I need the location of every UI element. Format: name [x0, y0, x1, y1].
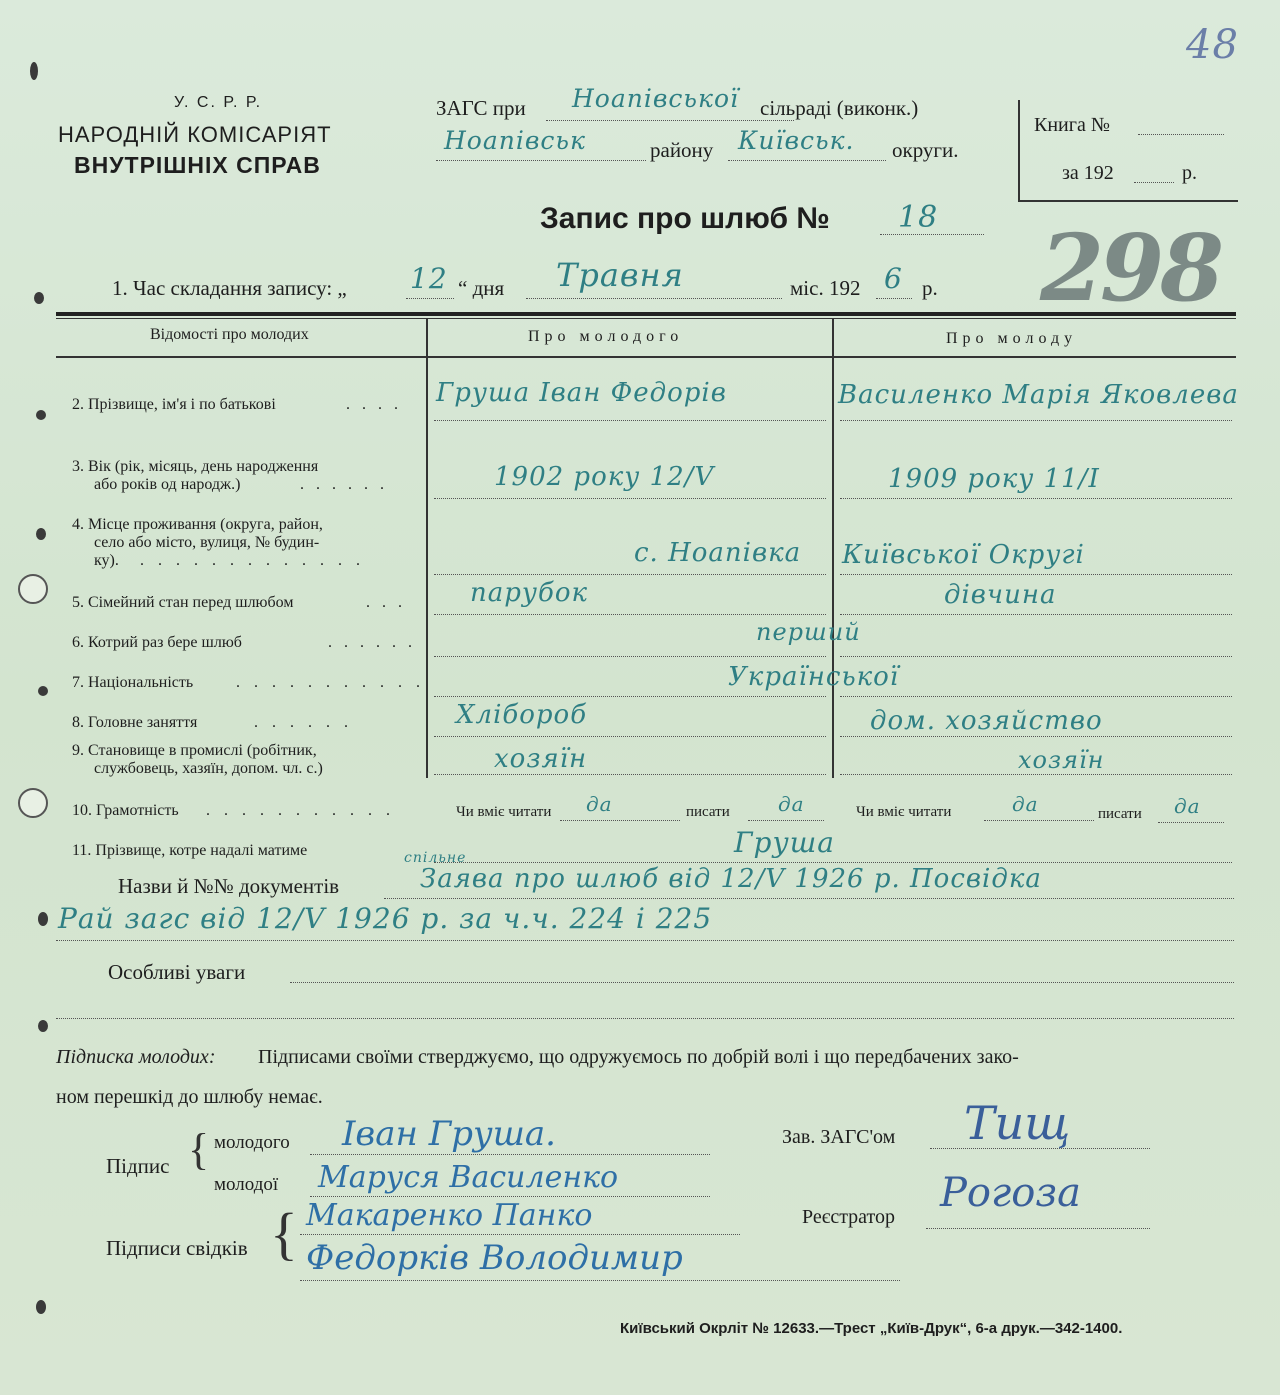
book-label: Книга № [1034, 114, 1110, 136]
fill-line [728, 160, 886, 161]
bride-occupation-handwritten: дом. хозяйство [870, 706, 1103, 736]
documents-label: Назви й №№ документів [118, 874, 340, 898]
bride-read-label: Чи вміє читати [856, 804, 952, 820]
binding-hole [30, 62, 38, 80]
row-label-position-2: службовець, хазяїн, допом. чл. с.) [94, 760, 323, 777]
fill-line [434, 696, 826, 697]
zags-village-handwritten: Ноапівської [572, 84, 739, 113]
bride-write-handwritten: да [1174, 794, 1201, 818]
groom-read-label: Чи вміє читати [456, 804, 552, 820]
table-top-rule-thin [56, 318, 1236, 319]
bride-signature-label: молодої [214, 1174, 279, 1195]
col-info-header: Відомості про молодих [150, 326, 309, 343]
marriage-count-handwritten: перший [756, 618, 861, 646]
table-column-divider [832, 318, 834, 778]
row-label-occupation: 8. Головне заняття [72, 714, 198, 731]
future-surname-handwritten: Груша [734, 826, 835, 859]
witness-brace: { [270, 1201, 298, 1266]
fill-line [840, 420, 1232, 421]
bride-position-handwritten: хозяїн [1018, 746, 1105, 774]
row-label-marriage-count: 6. Котрий раз бере шлюб [72, 634, 242, 651]
fill-line [434, 614, 826, 615]
fill-line [840, 614, 1232, 615]
book-year-suffix: р. [1182, 162, 1197, 184]
fill-line [436, 160, 646, 161]
record-number-handwritten: 18 [898, 200, 939, 235]
row-label-future-surname: 11. Прізвище, котре надалі матиме [72, 842, 308, 859]
groom-occupation-handwritten: Хлібороб [456, 700, 588, 730]
row-label-age-1: 3. Вік (рік, місяць, день народження [72, 458, 319, 475]
leader-dots: . . . . . . [254, 714, 353, 731]
registrar-signature: Рогоза [940, 1170, 1081, 1216]
fill-line [840, 574, 1232, 575]
fill-line [434, 498, 826, 499]
fill-line [1158, 822, 1224, 823]
corner-pencil-number: 48 [1186, 22, 1239, 68]
bride-residence-handwritten: Київської Округі [842, 540, 1085, 570]
leader-dots: . . . . . . . . . . . [206, 802, 395, 819]
witness-2-signature: Федорків Володимир [306, 1238, 683, 1278]
signature-brace: { [188, 1125, 210, 1174]
book-year-label: за 192 [1062, 162, 1114, 184]
declaration-text-1: Підписами своїми стверджуємо, що одружуємось по добрій волі і що передбачених зако- [258, 1046, 1019, 1068]
punch-hole [18, 574, 48, 604]
table-top-rule [56, 312, 1236, 316]
groom-name-handwritten: Груша Іван Федорів [436, 378, 727, 408]
punch-hole [18, 788, 48, 818]
fill-line [290, 982, 1234, 983]
book-box-left-border [1018, 100, 1020, 200]
stamp-number: 298 [1040, 214, 1221, 322]
groom-position-handwritten: хозяїн [494, 744, 588, 774]
binding-hole [34, 292, 44, 304]
witness-signature-label: Підписи свідків [106, 1236, 248, 1260]
fill-line [840, 736, 1232, 737]
groom-family-status-handwritten: парубок [470, 578, 589, 608]
record-title: Запис про шлюб № [540, 202, 830, 235]
printer-imprint: Київський Окрліт № 12633.—Трест „Київ-Друк“, 6-а друк.—342-1400. [620, 1320, 1123, 1337]
table-header-rule [56, 356, 1236, 358]
ministry-label: ВНУТРІШНІХ СПРАВ [74, 152, 321, 178]
fill-line [876, 298, 912, 299]
head-zags-signature: Тищ [964, 1096, 1071, 1150]
fill-line [384, 898, 1234, 899]
declaration-prefix: Підписка молодих: [56, 1046, 216, 1068]
fill-line [310, 1154, 710, 1155]
record-time-label: 1. Час складання запису: „ [112, 276, 347, 300]
bride-birth-handwritten: 1909 року 11/I [888, 464, 1100, 494]
signature-label: Підпис [106, 1154, 170, 1178]
fill-line [984, 820, 1094, 821]
row-label-literacy: 10. Грамотність [72, 802, 179, 819]
fill-line [434, 656, 826, 657]
fill-line [310, 1196, 710, 1197]
row-label-age-2: або років од народж.) [94, 476, 241, 493]
record-year-handwritten: 6 [884, 262, 903, 295]
bride-family-status-handwritten: дівчина [944, 580, 1057, 610]
row-label-name: 2. Прізвище, ім'я і по батькові [72, 396, 276, 413]
fill-line [434, 736, 826, 737]
binding-hole [36, 410, 46, 420]
fill-line [840, 774, 1232, 775]
fill-line [434, 574, 826, 575]
col-bride-header: Про молоду [946, 330, 1078, 347]
special-notes-label: Особливі уваги [108, 960, 246, 984]
ussr-label: У. С. Р. Р. [174, 94, 263, 111]
binding-hole [38, 912, 48, 926]
fill-line [300, 1280, 900, 1281]
fill-line [300, 1234, 740, 1235]
binding-hole [36, 1300, 46, 1314]
fill-line [560, 820, 680, 821]
table-column-divider [426, 318, 428, 778]
fill-line [434, 862, 1232, 863]
fill-line [546, 120, 794, 121]
bride-write-label: писати [1098, 806, 1142, 822]
documents-line1-handwritten: Заява про шлюб від 12/V 1926 р. Посвідка [420, 864, 1042, 894]
row-label-residence-3: ку). [94, 552, 119, 569]
bride-signature: Маруся Василенко [318, 1160, 619, 1195]
groom-birth-handwritten: 1902 року 12/V [494, 462, 715, 492]
groom-write-label: писати [686, 804, 730, 820]
fill-line [1134, 182, 1174, 183]
record-month-handwritten: Травня [556, 256, 684, 294]
leader-dots: . . . . . . . . . . . [236, 674, 425, 691]
binding-hole [36, 528, 46, 540]
bride-read-handwritten: да [1012, 792, 1039, 816]
zags-suffix: сільраді (виконк.) [760, 96, 919, 120]
zags-prefix: ЗАГС при [436, 96, 526, 120]
surname-note-handwritten: спільне [404, 850, 467, 866]
col-groom-header: Про молодого [528, 328, 684, 345]
nationality-handwritten: Української [728, 662, 900, 692]
record-day-handwritten: 12 [410, 262, 448, 295]
row-label-residence-1: 4. Місце проживання (округа, район, [72, 516, 323, 533]
registrar-label: Реєстратор [802, 1206, 896, 1228]
head-zags-label: Зав. ЗАГС'ом [782, 1126, 896, 1148]
record-year-suffix: р. [922, 276, 938, 300]
record-day-suffix: “ дня [458, 276, 505, 300]
fill-line [926, 1228, 1150, 1229]
fill-line [1138, 134, 1224, 135]
fill-line [434, 774, 826, 775]
row-label-position-1: 9. Становище в промислі (робітник, [72, 742, 317, 759]
groom-signature-label: молодого [214, 1132, 290, 1153]
okrug-suffix: округи. [892, 138, 959, 162]
record-month-suffix: міс. 192 [790, 276, 861, 300]
groom-write-handwritten: да [778, 792, 805, 816]
book-box-bottom-border [1018, 200, 1238, 202]
groom-read-handwritten: да [586, 792, 613, 816]
groom-signature: Іван Груша. [342, 1114, 556, 1154]
fill-line [840, 656, 1232, 657]
fill-line [434, 420, 826, 421]
fill-line [840, 696, 1232, 697]
row-label-family-status: 5. Сімейний стан перед шлюбом [72, 594, 294, 611]
binding-hole [38, 686, 48, 696]
binding-hole [38, 1020, 48, 1032]
fill-line [56, 940, 1234, 941]
district-suffix: району [650, 138, 714, 162]
leader-dots: . . . . . . [328, 634, 416, 651]
fill-line [840, 498, 1232, 499]
fill-line [748, 820, 824, 821]
row-label-residence-2: село або місто, вулиця, № будин- [94, 534, 320, 551]
leader-dots: . . . [366, 594, 406, 611]
fill-line [526, 298, 782, 299]
commissariat-label: НАРОДНІЙ КОМІСАРІЯТ [58, 122, 332, 147]
okrug-handwritten: Київськ. [738, 126, 855, 155]
leader-dots: . . . . [346, 396, 402, 413]
leader-dots: . . . . . . . . . . . . . [140, 552, 365, 569]
groom-residence-handwritten: с. Ноапівка [634, 538, 802, 568]
fill-line [406, 298, 454, 299]
declaration-text-2: ном перешкід до шлюбу немає. [56, 1086, 323, 1108]
row-label-nationality: 7. Національність [72, 674, 194, 691]
district-handwritten: Ноапівськ [444, 126, 586, 155]
bride-name-handwritten: Василенко Марія Яковлева [838, 380, 1239, 410]
fill-line [56, 1018, 1234, 1019]
documents-line2-handwritten: Рай загс від 12/V 1926 р. за ч.ч. 224 і 225 [58, 902, 713, 935]
witness-1-signature: Макаренко Панко [306, 1198, 593, 1233]
leader-dots: . . . . . . [300, 476, 388, 493]
